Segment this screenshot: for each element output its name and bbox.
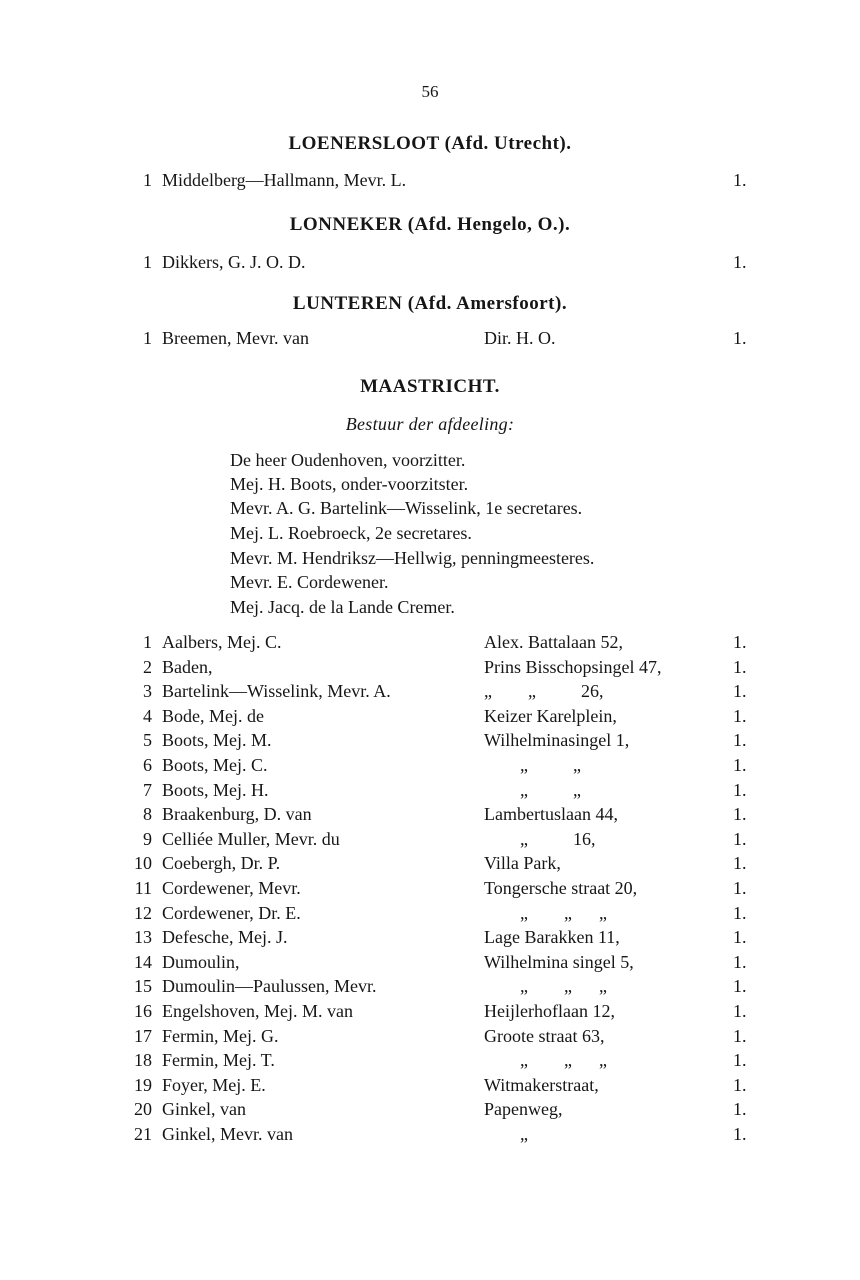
entry-class: 1. xyxy=(733,730,747,751)
entry-class: 1. xyxy=(733,755,747,775)
entry-address: „ „ xyxy=(484,779,581,800)
entry-address: Witmakerstraat, xyxy=(484,1074,599,1095)
section-heading-loenersloot: LOENERSLOOT (Afd. Utrecht). xyxy=(288,133,572,154)
entry-name: Coebergh, Dr. P. xyxy=(162,853,281,874)
entry-address: „ 16, xyxy=(484,828,596,849)
entry-class: 1. xyxy=(733,170,747,190)
entry-name: Breemen, Mevr. van xyxy=(162,328,309,348)
entry-class: 1. xyxy=(733,328,747,348)
entry-name: Celliée Muller, Mevr. du xyxy=(162,828,340,849)
entry-class: 1. xyxy=(733,1025,747,1046)
board-member: Mej. H. Boots, onder-voorzitster. xyxy=(230,474,469,494)
entry-class: 1. xyxy=(733,1001,747,1021)
entry-number: 1 xyxy=(143,170,152,190)
entry-number: 15 xyxy=(134,976,152,997)
page-number: 56 xyxy=(421,82,439,101)
entry-number: 11 xyxy=(134,878,152,898)
board-member: Mevr. E. Cordewener. xyxy=(230,572,389,592)
entry-name: Aalbers, Mej. C. xyxy=(162,632,282,652)
entry-class: 1. xyxy=(733,1124,747,1144)
entry-number: 3 xyxy=(143,681,152,702)
entry-name: Bartelink—Wisselink, Mevr. A. xyxy=(162,681,391,702)
entry-address: Villa Park, xyxy=(484,853,561,874)
entry-address: „ „ „ xyxy=(484,902,607,923)
entry-class: 1. xyxy=(733,1074,747,1095)
entry-class: 1. xyxy=(733,779,747,800)
entry-address: Keizer Karelplein, xyxy=(484,705,617,726)
entry-number: 5 xyxy=(143,730,152,751)
entry-number: 21 xyxy=(134,1124,152,1144)
entry-address: „ „ „ xyxy=(484,976,607,997)
section-heading-maastricht: MAASTRICHT. xyxy=(360,376,500,397)
board-member: De heer Oudenhoven, voorzitter. xyxy=(230,450,466,470)
entry-address: Papenweg, xyxy=(484,1099,563,1120)
board-member: Mevr. M. Hendriksz—Hellwig, penningmeesteres. xyxy=(230,548,595,568)
entry-name: Baden, xyxy=(162,656,213,677)
entry-address: Groote straat 63, xyxy=(484,1025,605,1046)
entry-number: 19 xyxy=(134,1074,152,1095)
entry-number: 20 xyxy=(134,1099,152,1120)
entry-name: Boots, Mej. C. xyxy=(162,755,268,775)
entry-class: 1. xyxy=(733,927,747,948)
entry-name: Cordewener, Dr. E. xyxy=(162,902,301,923)
board-member: Mej. Jacq. de la Lande Cremer. xyxy=(230,597,455,617)
entry-number: 1 xyxy=(143,328,152,348)
entry-number: 7 xyxy=(143,779,152,800)
entry-number: 1 xyxy=(143,252,152,272)
entry-name: Engelshoven, Mej. M. van xyxy=(162,1001,353,1021)
entry-name: Boots, Mej. H. xyxy=(162,779,269,800)
entry-address: Prins Bisschopsingel 47, xyxy=(484,656,662,677)
entry-address: „ „ xyxy=(484,755,581,775)
board-member: Mej. L. Roebroeck, 2e secretares. xyxy=(230,523,472,543)
entry-name: Ginkel, van xyxy=(162,1099,246,1120)
entry-class: 1. xyxy=(733,828,747,849)
entry-name: Ginkel, Mevr. van xyxy=(162,1124,293,1144)
entry-address: „ „ „ xyxy=(484,1050,607,1071)
entry-address: „ xyxy=(484,1124,528,1144)
entry-name: Cordewener, Mevr. xyxy=(162,878,301,898)
entry-number: 14 xyxy=(134,951,152,972)
entry-number: 2 xyxy=(143,656,152,677)
board-title: Bestuur der afdeeling: xyxy=(345,414,515,434)
entry-class: 1. xyxy=(733,951,747,972)
entry-name: Dumoulin—Paulussen, Mevr. xyxy=(162,976,377,997)
entry-class: 1. xyxy=(733,656,747,677)
entry-number: 16 xyxy=(134,1001,152,1021)
entry-number: 10 xyxy=(134,853,152,874)
entry-class: 1. xyxy=(733,878,747,898)
entry-address: Heijlerhoflaan 12, xyxy=(484,1001,615,1021)
entry-name: Dumoulin, xyxy=(162,951,240,972)
entry-number: 9 xyxy=(143,828,152,849)
entry-name: Defesche, Mej. J. xyxy=(162,927,288,948)
entry-name: Boots, Mej. M. xyxy=(162,730,272,751)
entry-address: Dir. H. O. xyxy=(484,328,556,348)
entry-address: Alex. Battalaan 52, xyxy=(484,632,623,652)
entry-number: 12 xyxy=(134,902,152,923)
entry-name: Foyer, Mej. E. xyxy=(162,1074,266,1095)
entry-number: 18 xyxy=(134,1050,152,1071)
entry-address: „ „ 26, xyxy=(484,681,604,702)
entry-number: 8 xyxy=(143,804,152,825)
entry-name: Bode, Mej. de xyxy=(162,705,264,726)
entry-number: 1 xyxy=(143,632,152,652)
entry-address: Lage Barakken 11, xyxy=(484,927,620,948)
entry-class: 1. xyxy=(733,705,747,726)
entry-name: Dikkers, G. J. O. D. xyxy=(162,252,306,272)
entry-class: 1. xyxy=(733,976,747,997)
section-heading-lonneker: LONNEKER (Afd. Hengelo, O.). xyxy=(289,214,571,235)
entry-name: Middelberg—Hallmann, Mevr. L. xyxy=(162,170,407,190)
entry-class: 1. xyxy=(733,1050,747,1071)
entry-name: Fermin, Mej. T. xyxy=(162,1050,275,1071)
entry-address: Tongersche straat 20, xyxy=(484,878,638,898)
entry-number: 6 xyxy=(143,755,152,775)
entry-name: Fermin, Mej. G. xyxy=(162,1025,279,1046)
entry-class: 1. xyxy=(733,252,747,272)
entry-class: 1. xyxy=(733,1099,747,1120)
entry-address: Lambertuslaan 44, xyxy=(484,804,618,825)
board-member: Mevr. A. G. Bartelink—Wisselink, 1e secretares. xyxy=(230,498,583,518)
entry-address: Wilhelmina singel 5, xyxy=(484,951,634,972)
entry-name: Braakenburg, D. van xyxy=(162,804,312,825)
section-heading-lunteren: LUNTEREN (Afd. Amersfoort). xyxy=(292,293,568,314)
entry-class: 1. xyxy=(733,632,747,652)
entry-class: 1. xyxy=(733,681,747,702)
entry-class: 1. xyxy=(733,804,747,825)
entry-class: 1. xyxy=(733,902,747,923)
entry-number: 17 xyxy=(134,1025,152,1046)
entry-number: 4 xyxy=(143,705,152,726)
entry-class: 1. xyxy=(733,853,747,874)
entry-address: Wilhelminasingel 1, xyxy=(484,730,630,751)
entry-number: 13 xyxy=(134,927,152,948)
